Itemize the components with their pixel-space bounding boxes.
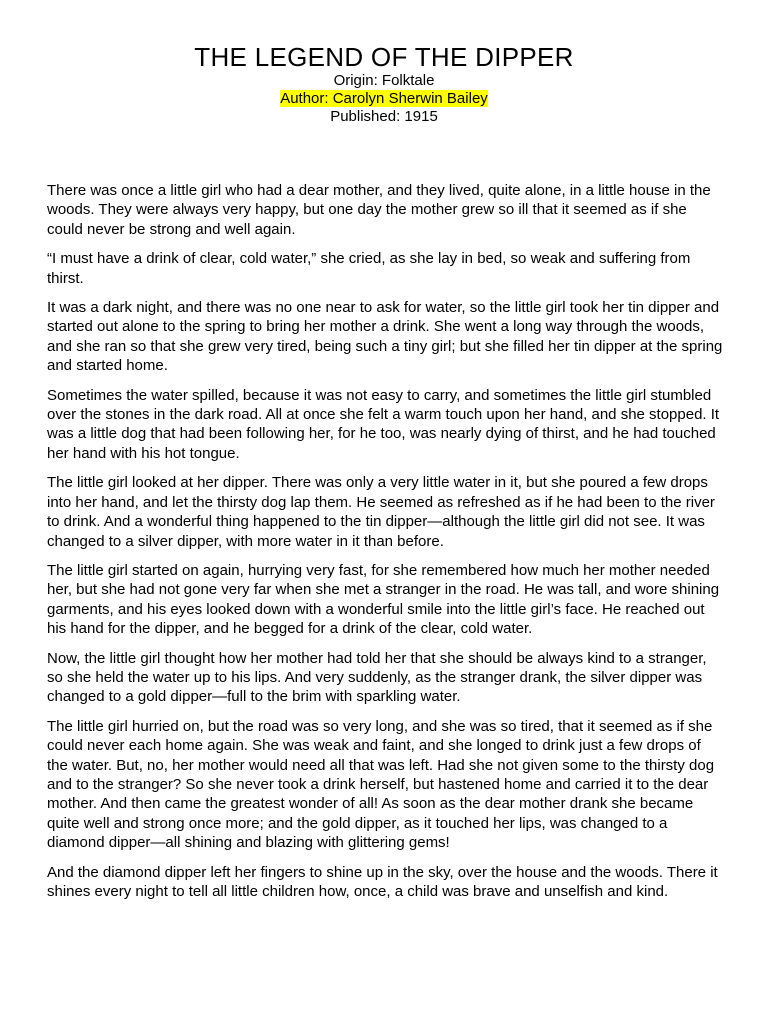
paragraph: Sometimes the water spilled, because it was not easy to carry, and sometimes the little girl stumbled over the stones in the dark road. All at once she felt a warm touch upon her hand, and she stopped. It was a little dog that had been following her, for he too, was nearly dying of thirst, and he had touched her hand with his hot tongue. xyxy=(47,386,720,462)
story-body xyxy=(47,181,725,911)
paragraph: The little girl hurried on, but the road was so very long, and she was so tired, that it seemed as if she could never each home again. She was weak and faint, and she longed to drink just a few drops of the water. But, no, her mother would need all that was left. Had she not given some to the thirsty dog and to the stranger? So she never took a drink herself, but hastened home and carried it to the dear mother. And then came the greatest wonder of all! As soon as the dear mother drank she became quite well and strong once more; and the gold dipper, as it touched her lips, was changed to a diamond dipper—all shining and blazing with glittering gems! xyxy=(47,717,715,852)
paragraph: The little girl started on again, hurrying very fast, for she remembered how much her mother needed her, but she had not gone very far when she met a stranger in the road. He was tall, and wore shining garments, and his eyes looked down with a wonderful smile into the little girl’s face. He reached out his hand for the dipper, and he begged for a drink of the clear, cold water. xyxy=(47,561,720,638)
published-line: Published: 1915 xyxy=(330,108,438,125)
paragraph: There was once a little girl who had a dear mother, and they lived, quite alone, in a little house in the woods. They were always very happy, but one day the mother grew so ill that it seemed as if she could never be strong and well again. xyxy=(47,182,711,238)
paragraph: And the diamond dipper left her fingers to shine up in the sky, over the house and the woods. There it shines every night to tell all little children how, once, a child was brave and unselfish and kind. xyxy=(47,863,718,900)
paragraph: It was a dark night, and there was no one near to ask for water, so the little girl took her tin dipper and started out alone to the spring to bring her mother a drink. She went a long way through the woods, and she ran so that she grew very tired, being such a tiny girl; but she filled her tin dipper at the spring and started home. xyxy=(47,299,723,375)
paragraph: “I must have a drink of clear, cold water,” she cried, as she lay in bed, so weak and suffering from thirst. xyxy=(47,250,691,287)
author-highlight: Author: Carolyn Sherwin Bailey xyxy=(280,90,488,107)
document-title: THE LEGEND OF THE DIPPER xyxy=(194,42,574,72)
document-header xyxy=(0,42,768,126)
paragraph: Now, the little girl thought how her mother had told her that she should be always kind to a stranger, so she held the water up to his lips. And very suddenly, as the stranger drank, the silver dipper was changed to a gold dipper—full to the brim with sparkling water. xyxy=(47,649,707,706)
author-line xyxy=(0,90,768,108)
paragraph: The little girl looked at her dipper. There was only a very little water in it, but she poured a few drops into her hand, and let the thirsty dog lap them. He seemed as refreshed as if he had been to the river to drink. And a wonderful thing happened to the tin dipper—although the little girl did not see. It was changed to a silver dipper, with more water in it than before. xyxy=(47,474,715,550)
origin-line: Origin: Folktale xyxy=(333,72,435,89)
